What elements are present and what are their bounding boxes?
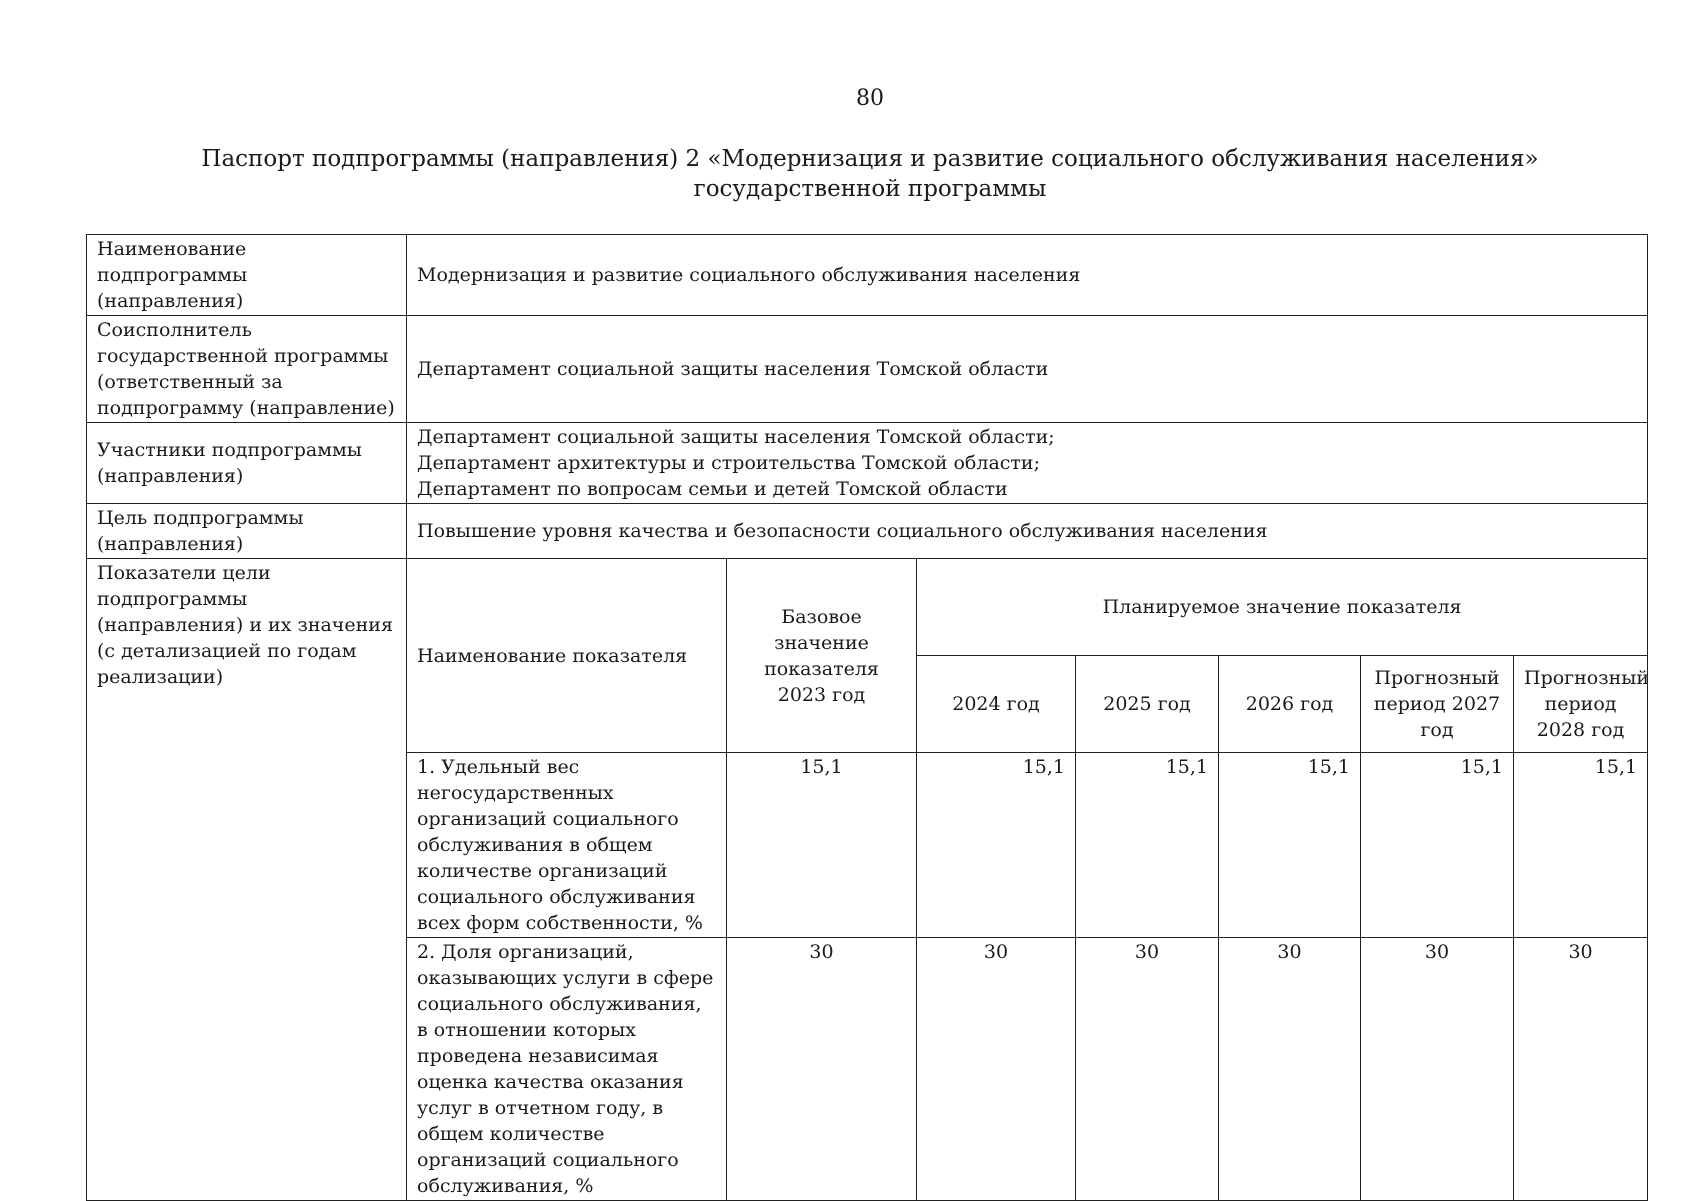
indicator-2-name: 2. Доля организаций, оказывающих услуги в сфере социального обслуживания, в отношении которых проведена независимая оценка качества оказания услуг в отчетном году, в общем количестве организаций социального обслуживания, % xyxy=(407,938,727,1201)
page-number: 80 xyxy=(856,86,884,111)
indicator-1-2027: 15,1 xyxy=(1361,753,1514,938)
participant-3: Департамент по вопросам семьи и детей Томской области xyxy=(417,478,1008,500)
header-planned-value: Планируемое значение показателя xyxy=(917,559,1648,656)
row-participants xyxy=(87,423,1648,504)
label-goal: Цель подпрограммы (направления) xyxy=(87,504,407,559)
indicator-2-2027: 30 xyxy=(1361,938,1514,1201)
indicator-2-base: 30 xyxy=(727,938,917,1201)
header-year-2028: Прогнозный период 2028 год xyxy=(1514,656,1648,753)
value-goal: Повышение уровня качества и безопасности социального обслуживания населения xyxy=(407,504,1648,559)
indicators-header-row-1 xyxy=(87,559,1648,656)
document-title xyxy=(90,144,1650,204)
label-subprogram-name: Наименование подпрограммы (направления) xyxy=(87,235,407,316)
value-coexecutor: Департамент социальной защиты населения Томской области xyxy=(407,316,1648,423)
label-indicators: Показатели цели подпрограммы (направления) и их значения (с детализацией по годам реализации) xyxy=(87,559,407,1201)
indicator-1-name: 1. Удельный вес негосударственных организаций социального обслуживания в общем количестве организаций социального обслуживания всех форм собственности, % xyxy=(407,753,727,938)
indicator-2-2026: 30 xyxy=(1219,938,1361,1201)
value-subprogram-name: Модернизация и развитие социального обслуживания населения xyxy=(407,235,1648,316)
indicator-2-2024: 30 xyxy=(917,938,1076,1201)
value-participants xyxy=(407,423,1648,504)
header-indicator-name: Наименование показателя xyxy=(407,559,727,753)
row-goal xyxy=(87,504,1648,559)
row-subprogram-name xyxy=(87,235,1648,316)
passport-table xyxy=(86,234,1648,1201)
indicator-1-2024: 15,1 xyxy=(917,753,1076,938)
title-line-1: Паспорт подпрограммы (направления) 2 «Модернизация и развитие социального обслуживания населения» xyxy=(201,146,1539,172)
title-line-2: государственной программы xyxy=(693,176,1047,202)
indicator-1-base: 15,1 xyxy=(727,753,917,938)
indicator-2-2028: 30 xyxy=(1514,938,1648,1201)
participant-1: Департамент социальной защиты населения Томской области; xyxy=(417,426,1055,448)
header-year-2025: 2025 год xyxy=(1076,656,1219,753)
indicator-1-2025: 15,1 xyxy=(1076,753,1219,938)
row-coexecutor xyxy=(87,316,1648,423)
label-coexecutor: Соисполнитель государственной программы (ответственный за подпрограмму (направление) xyxy=(87,316,407,423)
label-participants: Участники подпрограммы (направления) xyxy=(87,423,407,504)
header-base-value: Базовое значение показателя 2023 год xyxy=(727,559,917,753)
participant-2: Департамент архитектуры и строительства Томской области; xyxy=(417,452,1040,474)
header-year-2026: 2026 год xyxy=(1219,656,1361,753)
header-year-2024: 2024 год xyxy=(917,656,1076,753)
header-year-2027: Прогнозный период 2027 год xyxy=(1361,656,1514,753)
indicator-1-2026: 15,1 xyxy=(1219,753,1361,938)
indicator-1-2028: 15,1 xyxy=(1514,753,1648,938)
indicator-2-2025: 30 xyxy=(1076,938,1219,1201)
